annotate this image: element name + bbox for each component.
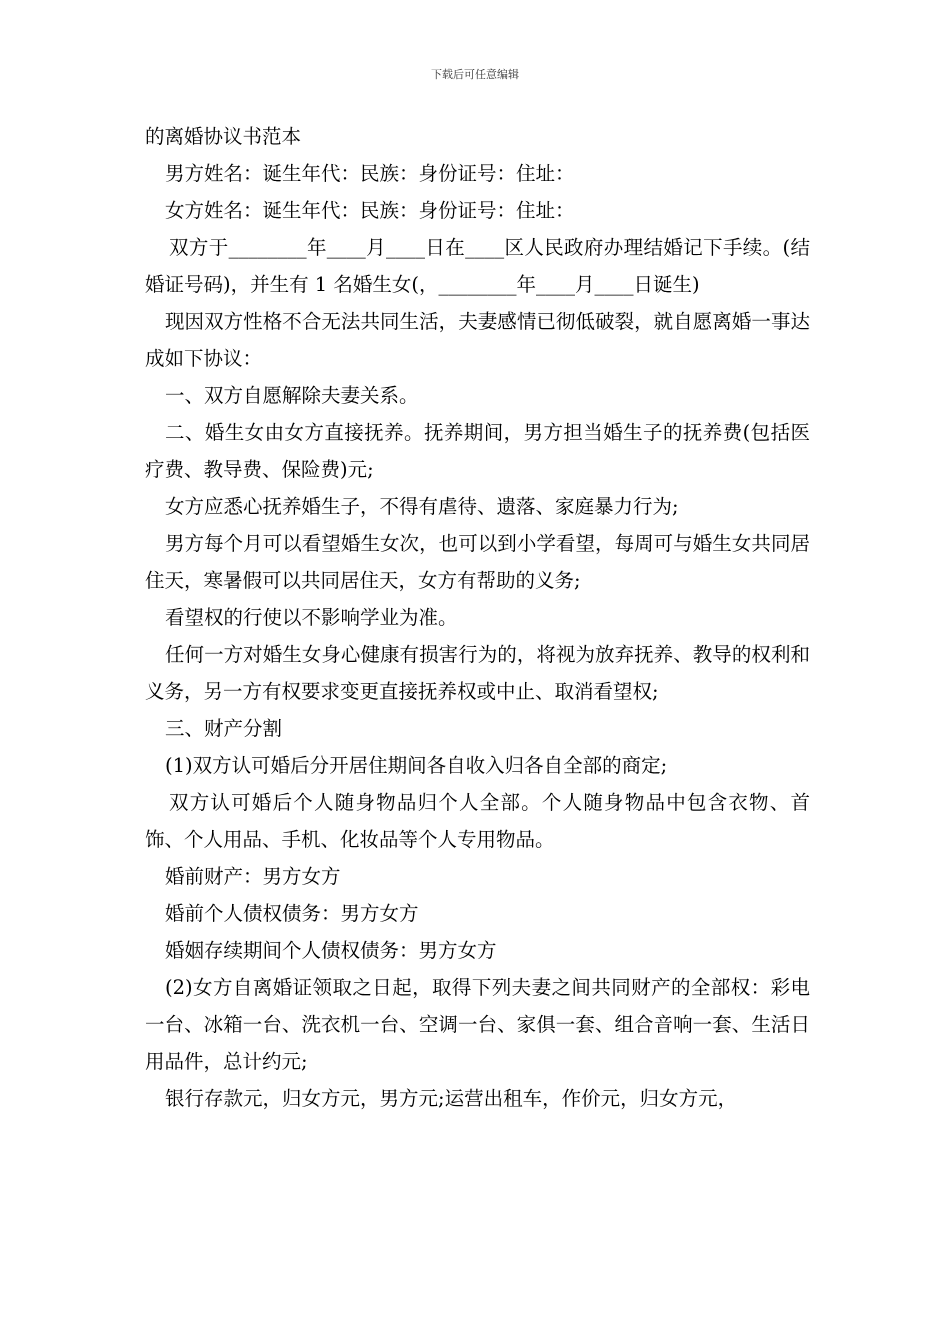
paragraph-premarital-property: 婚前财产：男方女方 <box>165 865 341 888</box>
paragraph-clause-2: 二、婚生女由女方直接抚养。抚养期间，男方担当婚生子的抚养费(包括医疗费、教导费、保险费)元; <box>145 421 810 481</box>
paragraph-property-2: (2)女方自离婚证领取之日起，取得下列夫妻之间共同财产的全部权：彩电一台、冰箱一台、洗衣机一台、空调一台、家俱一套、组合音响一套、生活日用品件，总计约元; <box>145 976 810 1073</box>
document-title: 的离婚协议书范本 <box>145 125 302 148</box>
document-body <box>145 118 810 1117</box>
paragraph-husband-info: 男方姓名：诞生年代：民族：身份证号：住址： <box>165 162 575 185</box>
page-header: 下载后可任意编辑 <box>431 68 519 81</box>
paragraph-premarital-debts: 婚前个人债权债务：男方女方 <box>165 902 419 925</box>
paragraph-personal-items: 双方认可婚后个人随身物品归个人全部。个人随身物品中包含衣物、首饰、个人用品、手机、化妆品等个人专用物品。 <box>145 791 810 851</box>
paragraph-clause-1: 一、双方自愿解除夫妻关系。 <box>165 384 419 407</box>
paragraph-bank-deposit: 银行存款元，归女方元，男方元;运营出租车，作价元，归女方元， <box>165 1087 738 1110</box>
paragraph-property-1: (1)双方认可婚后分开居住期间各自收入归各自全部的商定; <box>165 754 668 777</box>
paragraph-reason: 现因双方性格不合无法共同生活，夫妻感情已彻低破裂，就自愿离婚一事达成如下协议： <box>145 310 810 370</box>
paragraph-visitation: 男方每个月可以看望婚生女次，也可以到小学看望，每周可与婚生女共同居住天，寒暑假可以共同居住天，女方有帮助的义务; <box>145 532 810 592</box>
paragraph-harm-clause: 任何一方对婚生女身心健康有损害行为的，将视为放弃抚养、教导的权利和义务，另一方有权要求变更直接抚养权或中止、取消看望权; <box>145 643 810 703</box>
paragraph-visitation-limit: 看望权的行使以不影响学业为准。 <box>165 606 458 629</box>
paragraph-marriage-registration: 双方于________年____月____日在____区人民政府办理结婚记下手续。(结婚证号码)，并生有 1 名婚生女(，________年____月____日诞生) <box>145 236 810 296</box>
paragraph-care-duty: 女方应悉心抚养婚生子，不得有虐待、遗落、家庭暴力行为; <box>165 495 679 518</box>
paragraph-wife-info: 女方姓名：诞生年代：民族：身份证号：住址： <box>165 199 575 222</box>
paragraph-marital-debts: 婚姻存续期间个人债权债务：男方女方 <box>165 939 497 962</box>
paragraph-clause-3-heading: 三、财产分割 <box>165 717 283 740</box>
